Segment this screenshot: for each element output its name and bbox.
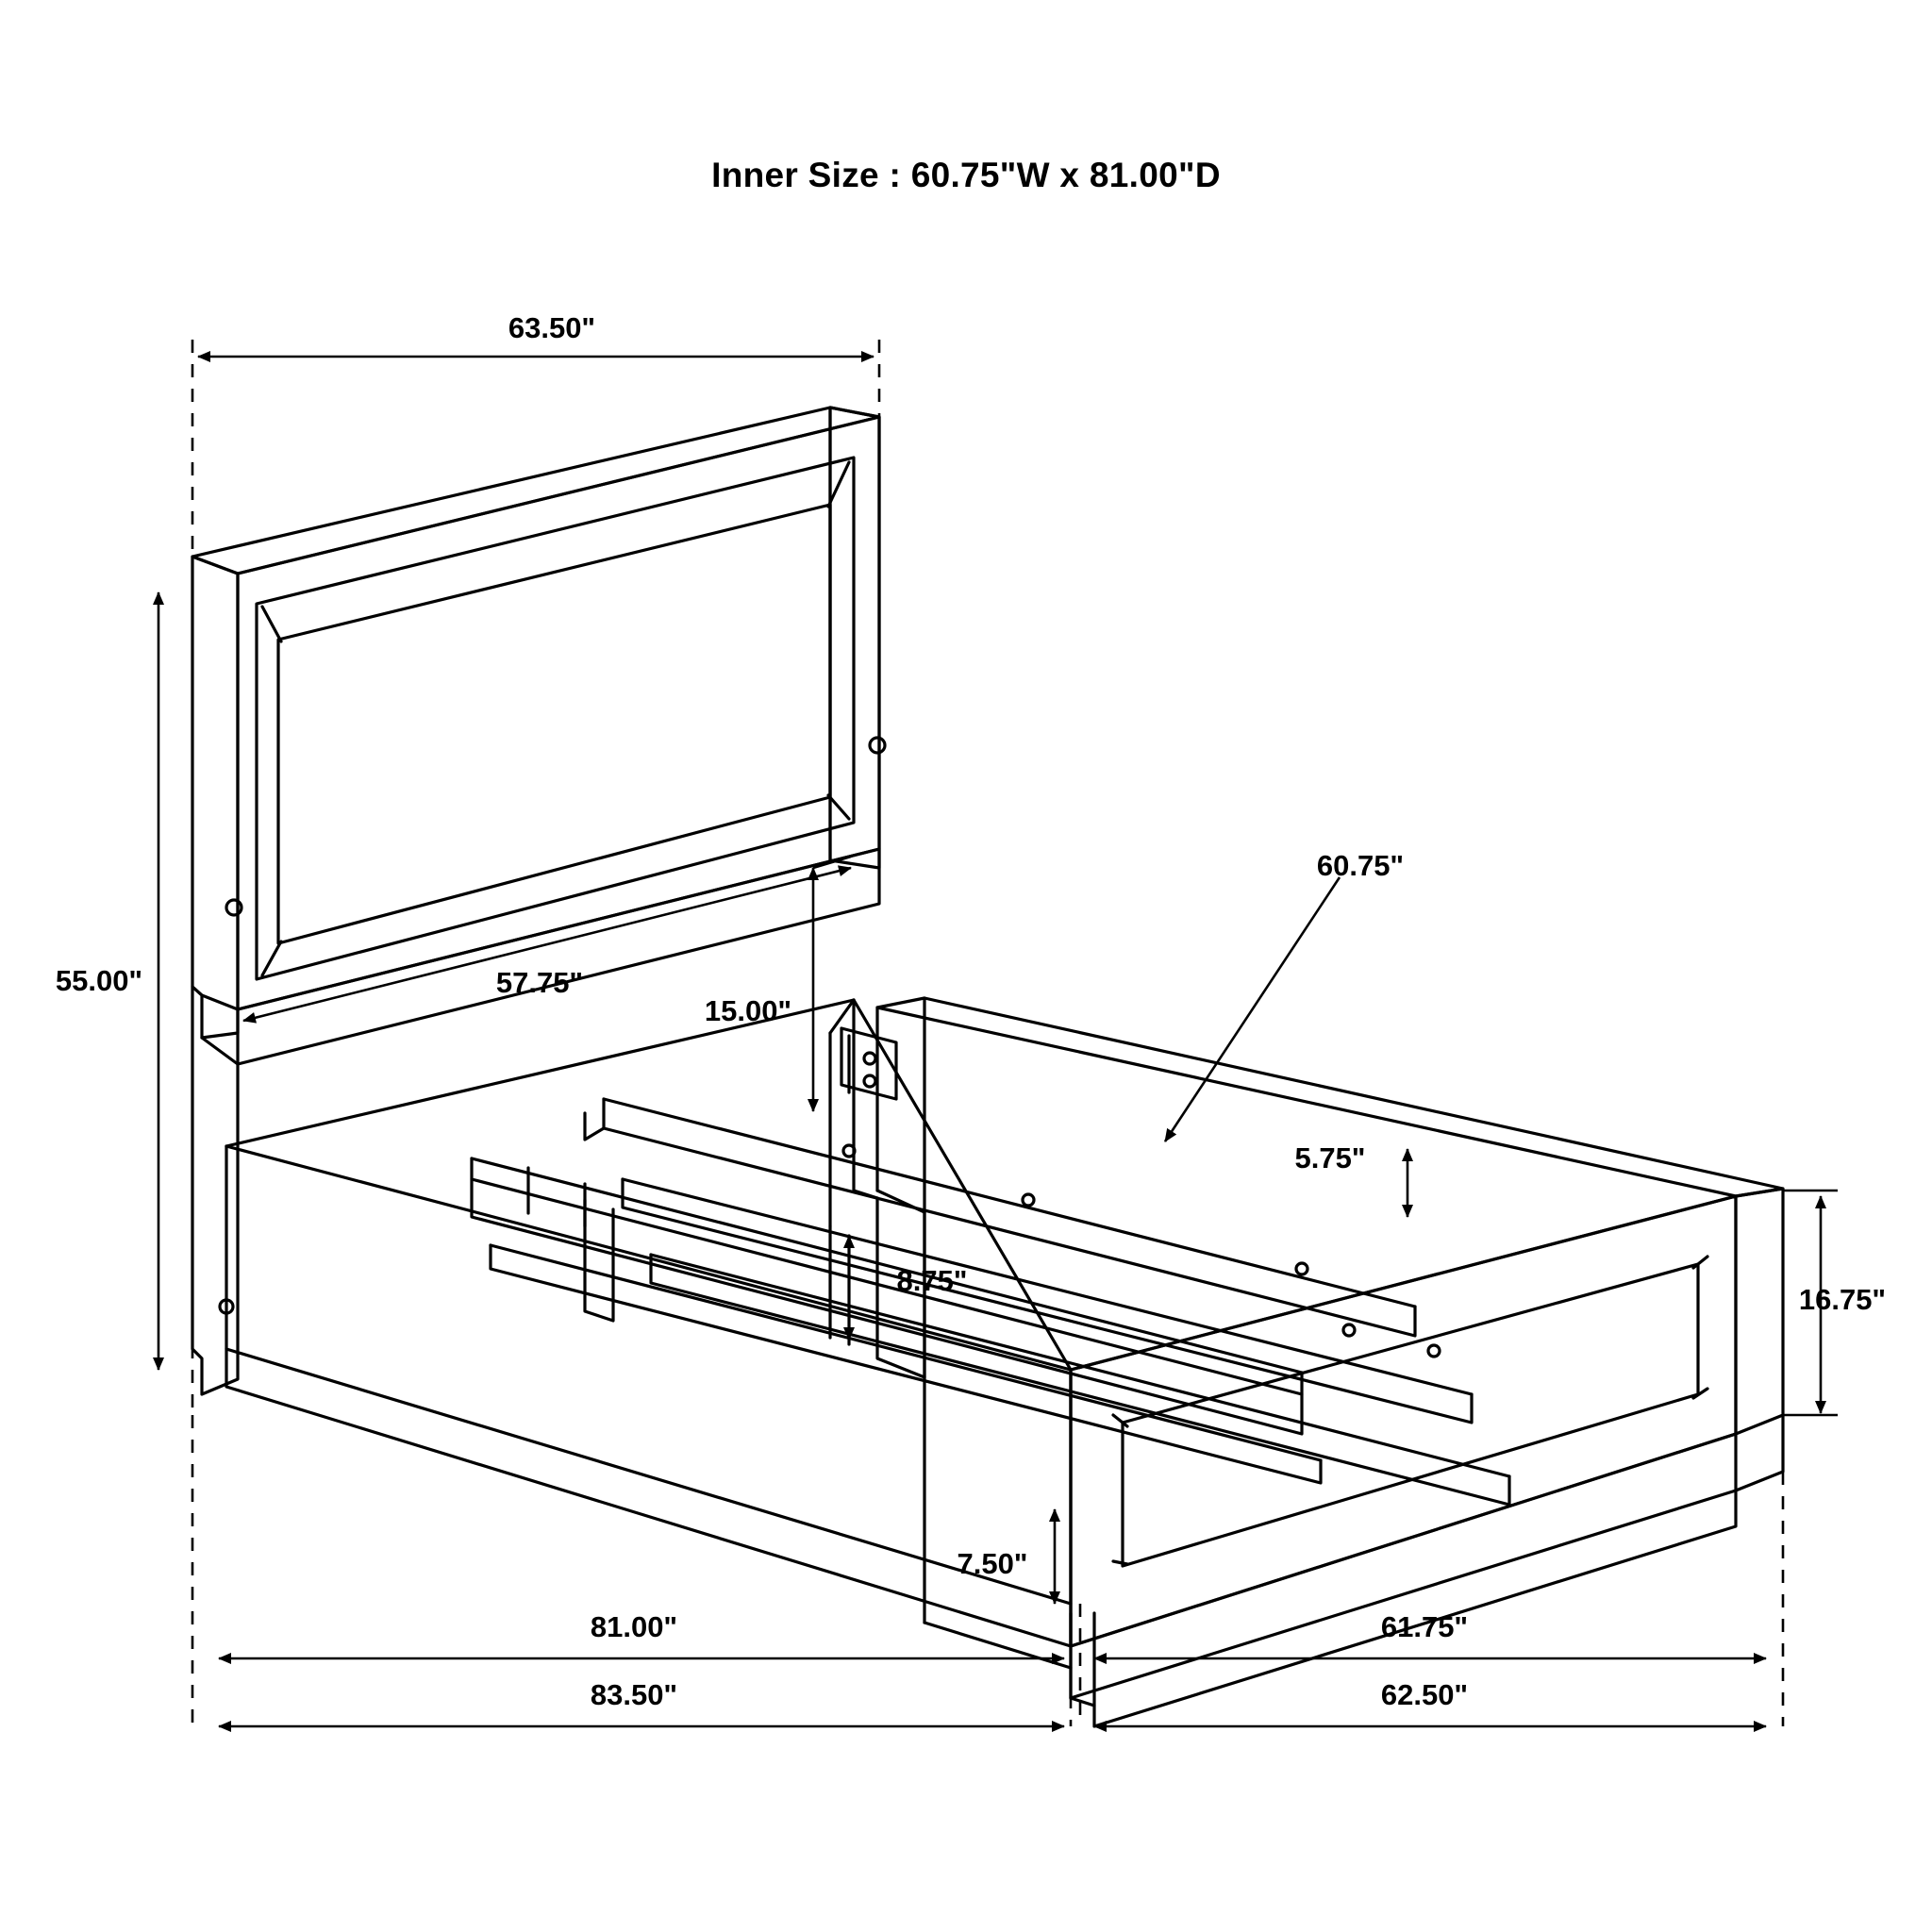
label-footboard-height: 16.75" — [1798, 1283, 1887, 1316]
label-footboard-ground-clearance: 7.50" — [957, 1547, 1028, 1580]
label-inner-depth: 81.00" — [590, 1610, 678, 1643]
label-slat-height: 8.75" — [896, 1264, 968, 1297]
side-rail-bottom-lip — [226, 1349, 1071, 1646]
bed-outline-group — [192, 408, 1783, 1726]
slat-rail-1-cap — [585, 1113, 604, 1140]
label-overall-depth: 83.50" — [590, 1678, 678, 1711]
label-slat-clearance: 15.00" — [704, 994, 792, 1027]
headboard-front-face — [238, 417, 879, 1009]
footboard-leg-brace — [924, 1623, 1071, 1668]
rail-screw-3 — [1296, 1263, 1307, 1274]
headboard-screw-right — [870, 738, 885, 753]
headboard-post-link-2 — [202, 1038, 238, 1064]
footboard-panel-bevel-2 — [1693, 1257, 1707, 1268]
footboard-right-post — [1736, 1189, 1783, 1434]
label-overall-height: 55.00" — [55, 964, 143, 997]
headboard-panel-bevel-1 — [262, 607, 281, 641]
headboard-left-post — [192, 557, 238, 1038]
headboard-panel-bevel-4 — [262, 941, 281, 975]
side-rail-top-front-edge — [226, 1146, 1071, 1370]
bracket-screw-2 — [864, 1075, 875, 1087]
center-slat-leg-1 — [585, 1200, 613, 1321]
headboard-panel-frame — [257, 458, 854, 979]
left-support-rail — [472, 1158, 1302, 1373]
footboard-panel-bevel-4 — [1113, 1561, 1127, 1564]
label-headboard-width: 63.50" — [508, 311, 596, 344]
slat-rail-1-side — [604, 1099, 1415, 1336]
label-inner-width-bottom: 61.75" — [1380, 1610, 1469, 1643]
footboard-panel-inset — [1123, 1264, 1698, 1566]
label-overall-width-bottom: 62.50" — [1380, 1678, 1469, 1711]
footboard-right-post-bottom — [1736, 1415, 1783, 1491]
footboard-panel-bevel-3 — [1693, 1389, 1707, 1398]
headboard-top-cap — [192, 408, 879, 574]
rail-screw-5 — [1428, 1345, 1440, 1357]
headboard-post-link-1 — [202, 995, 238, 1009]
label-headboard-inner-width: 57.75" — [495, 966, 584, 999]
label-inner-frame-width: 60.75" — [1316, 849, 1405, 882]
bracket-screw-1 — [864, 1053, 875, 1064]
headboard-panel-inset — [278, 505, 830, 943]
rail-screw-4 — [1343, 1324, 1355, 1336]
headboard-bottom-rail — [238, 849, 879, 1064]
page-title: Inner Size : 60.75"W x 81.00"D — [711, 156, 1221, 194]
rail-screw-2 — [1023, 1194, 1034, 1206]
far-rail-edge — [472, 1179, 1302, 1434]
label-rail-height: 5.75" — [1294, 1141, 1366, 1174]
